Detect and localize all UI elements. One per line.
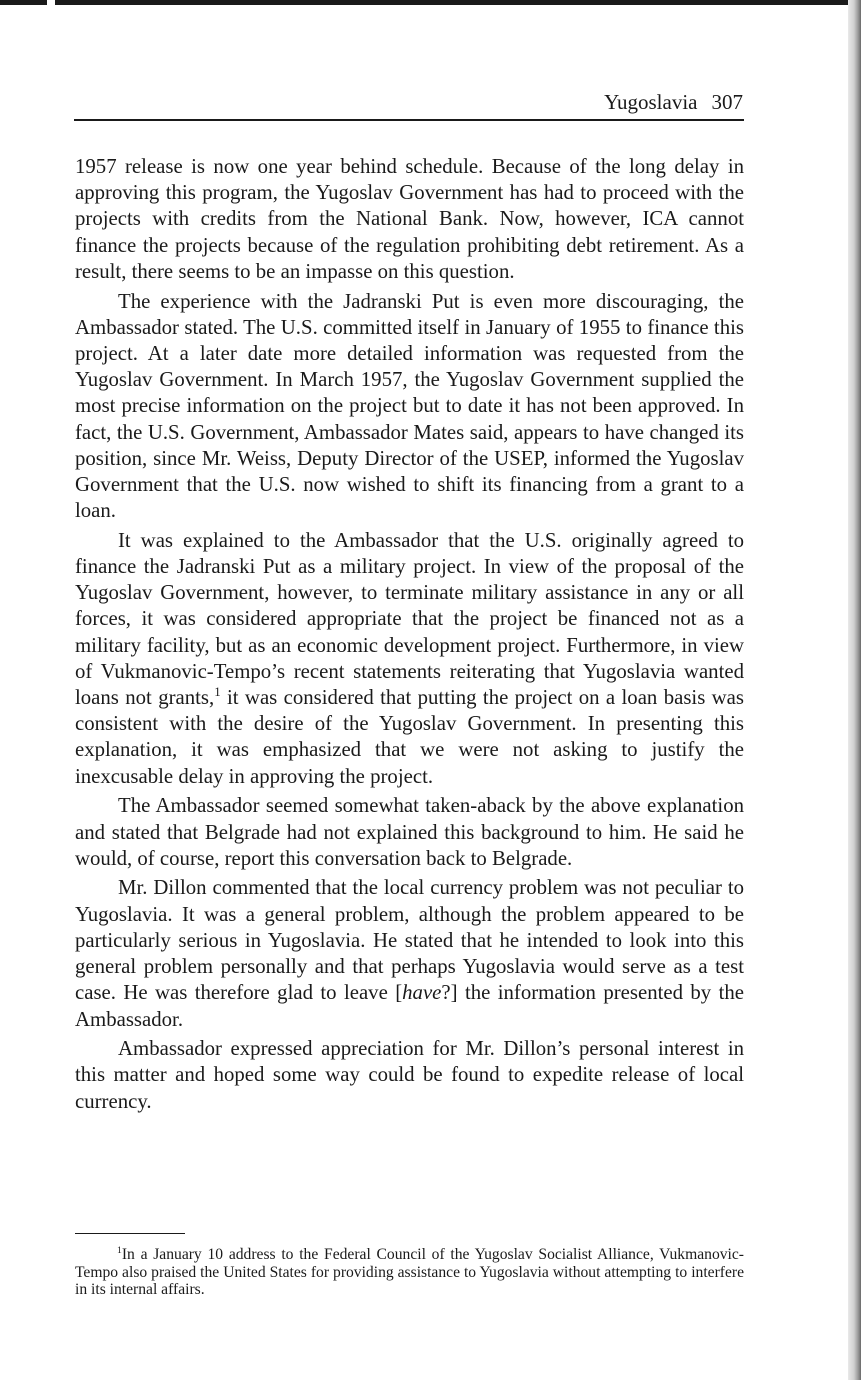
paragraph-3	[75, 528, 744, 790]
page-number: 307	[711, 90, 743, 114]
paragraph-5-italic-word: have	[402, 981, 442, 1005]
page-top-edge-gap	[47, 0, 55, 5]
paragraph-5	[75, 875, 744, 1032]
footnote-marker: 1	[117, 1244, 122, 1256]
paragraph-1: 1957 release is now one year behind schedule. Because of the long delay in approving this program, the Yugoslav Government has had to proceed with the projects with credits from the National Bank. Now, however, ICA cannot finance the projects because of the regulation prohibiting debt retirement. As a result, there seems to be an impasse on this question.	[75, 155, 744, 283]
footnote-reference: 1	[214, 685, 221, 700]
footnote	[75, 1246, 744, 1299]
body-text	[75, 154, 744, 1118]
footnote-text: In a January 10 address to the Federal Council of the Yugoslav Socialist Alliance, Vukmanovic-Tempo also praised the United States for providing assistance to Yugoslavia without attempting to interfere in its internal affairs.	[75, 1246, 744, 1299]
paragraph-3-text-b: it was considered that putting the project on a loan basis was consistent with the desire of the Yugoslav Government. In presenting this explanation, it was emphasized that we were not asking to justify the inexcusable delay in approving the project.	[75, 686, 744, 788]
paragraph-5-text-a: Mr. Dillon commented that the local currency problem was not peculiar to Yugoslavia. It was a general problem, although the problem appeared to be particularly serious in Yugoslavia. He stated that he intended to look into this general problem personally and that perhaps Yugoslavia would serve as a test case. He was therefore glad to leave [	[75, 876, 744, 1005]
running-head-title: Yugoslavia	[604, 90, 698, 114]
running-head	[74, 89, 743, 115]
paragraph-3-text-a: It was explained to the Ambassador that the U.S. originally agreed to finance the Jadranski Put as a military project. In view of the proposal of the Yugoslav Government, however, to terminate military assistance in any or all forces, it was considered appropriate that the project be financed not as a military facility, but as an economic development project. Furthermore, in view of Vukmanovic-Tempo’s recent statements reiterating that Yugoslavia wanted loans not grants,	[75, 528, 744, 710]
paragraph-6: Ambassador expressed appreciation for Mr. Dillon’s personal interest in this matter and hoped some way could be found to expedite release of local currency.	[75, 1037, 744, 1113]
paragraph-5-text-b: ?] the information presented by the Ambassador.	[75, 981, 744, 1031]
page-binding-edge	[848, 0, 861, 1380]
paragraph-4: The Ambassador seemed somewhat taken-aback by the above explanation and stated that Belgrade had not explained this background to him. He said he would, of course, report this conversation back to Belgrade.	[75, 794, 744, 870]
header-rule	[74, 119, 744, 121]
footnote-rule	[75, 1233, 185, 1234]
paragraph-2: The experience with the Jadranski Put is even more discouraging, the Ambassador stated. The U.S. committed itself in January of 1955 to finance this project. At a later date more detailed information was requested from the Yugoslav Government. In March 1957, the Yugoslav Government supplied the most precise information on the project but to date it has not been approved. In fact, the U.S. Government, Ambassador Mates said, appears to have changed its position, since Mr. Weiss, Deputy Director of the USEP, informed the Yugoslav Government that the U.S. now wished to shift its financing from a grant to a loan.	[75, 289, 744, 523]
page-top-edge	[0, 0, 861, 5]
